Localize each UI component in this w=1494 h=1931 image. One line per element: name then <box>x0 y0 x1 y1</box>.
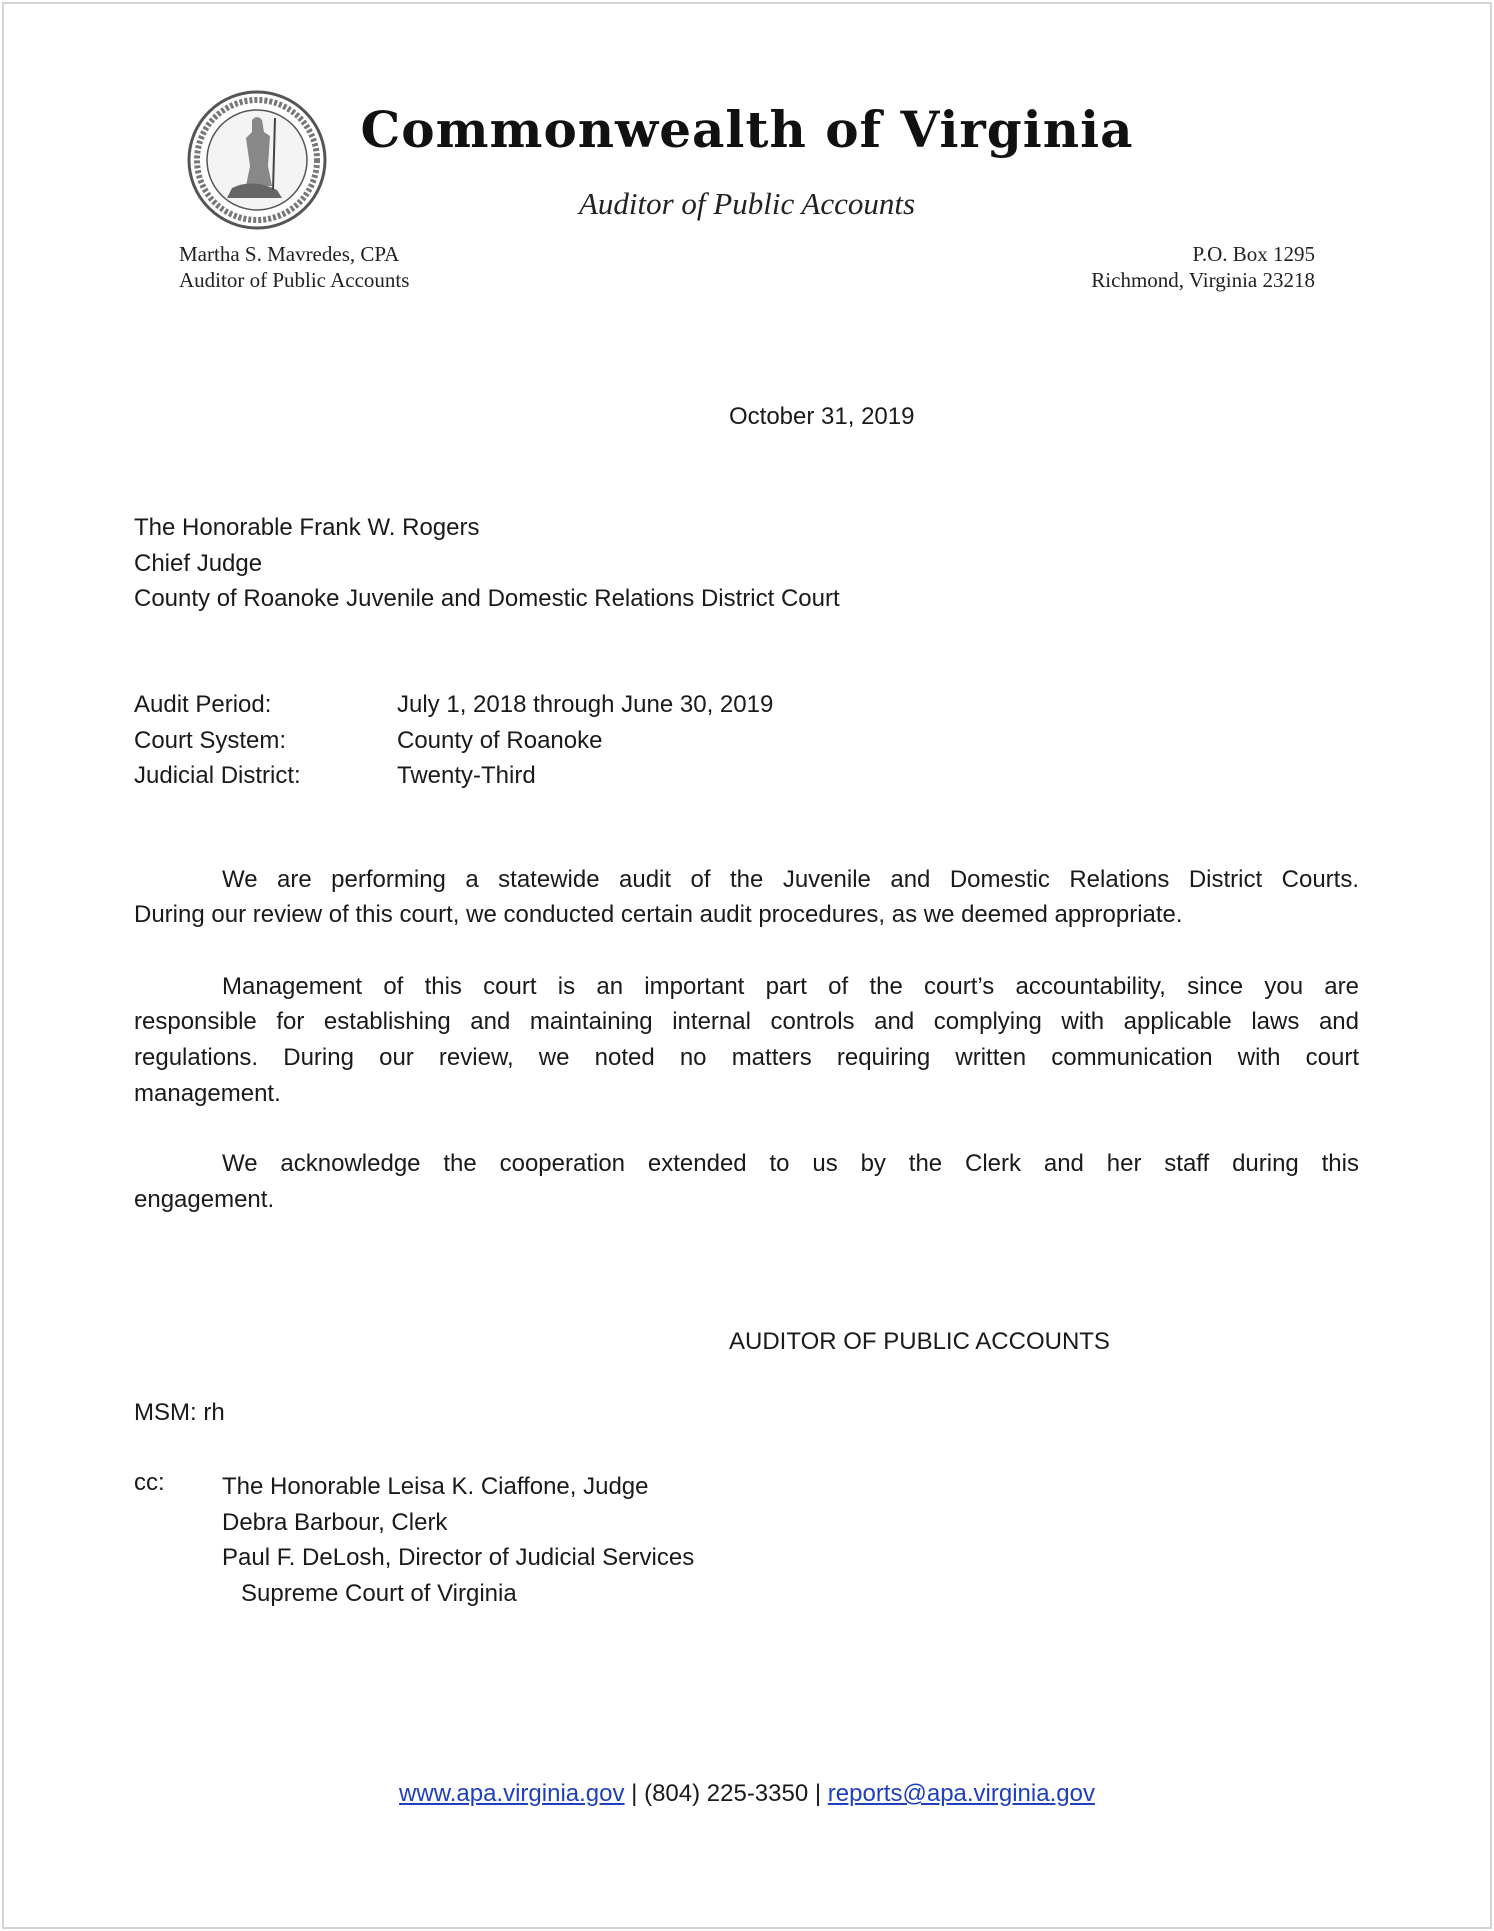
audit-period-label: Audit Period: <box>134 691 272 718</box>
paragraph-2-line: Management of this court is an important part of the court’s accountability, since you are <box>222 973 1359 1000</box>
office-address <box>1091 241 1315 293</box>
addressee-name: The Honorable Frank W. Rogers <box>134 514 480 541</box>
court-system-value: County of Roanoke <box>397 726 603 754</box>
paragraph-1-line: During our review of this court, we conducted certain audit procedures, as we deemed appropriate. <box>134 901 1183 928</box>
phone-number: (804) 225-3350 <box>644 1780 809 1807</box>
cc-item: The Honorable Leisa K. Ciaffone, Judge <box>222 1473 649 1500</box>
footer-separator: | <box>808 1780 828 1807</box>
signature-block: AUDITOR OF PUBLIC ACCOUNTS <box>729 1328 1110 1355</box>
paragraph-3-line: We acknowledge the cooperation extended to us by the Clerk and her staff during this <box>222 1150 1359 1177</box>
audit-info-labels <box>134 687 301 794</box>
city-state-zip: Richmond, Virginia 23218 <box>1091 268 1315 292</box>
court-system-label: Court System: <box>134 726 287 754</box>
judicial-district-label: Judicial District: <box>134 762 301 790</box>
paragraph-2-line: responsible for establishing and maintaining internal controls and complying with applicable laws and <box>134 1008 1359 1035</box>
cc-item: Supreme Court of Virginia <box>241 1580 517 1608</box>
website-link[interactable]: www.apa.virginia.gov <box>399 1780 625 1807</box>
cc-label: cc: <box>134 1469 165 1496</box>
letterhead-subtitle: Auditor of Public Accounts <box>578 186 916 221</box>
letter-date: October 31, 2019 <box>729 403 915 430</box>
email-link[interactable]: reports@apa.virginia.gov <box>827 1780 1095 1807</box>
cc-item: Debra Barbour, Clerk <box>222 1508 448 1536</box>
cc-list <box>222 1469 694 1612</box>
letterhead-title: Commonwealth of Virginia <box>360 100 1134 159</box>
audit-info-values <box>397 687 773 794</box>
paragraph-3-line: engagement. <box>134 1186 275 1213</box>
addressee-title: Chief Judge <box>134 549 263 577</box>
po-box: P.O. Box 1295 <box>1192 242 1315 266</box>
sender-title: Auditor of Public Accounts <box>179 268 410 292</box>
judicial-district-value: Twenty-Third <box>397 762 536 790</box>
paragraph-2-line: regulations. During our review, we noted no matters requiring written communication with court <box>134 1044 1359 1071</box>
addressee-block <box>134 510 840 617</box>
sender-name: Martha S. Mavredes, CPA <box>179 242 400 266</box>
sender-address <box>179 241 409 293</box>
paragraph-1-line: We are performing a statewide audit of the Juvenile and Domestic Relations District Courts. <box>222 866 1359 893</box>
initials: MSM: rh <box>134 1399 225 1426</box>
audit-period-value: July 1, 2018 through June 30, 2019 <box>397 691 774 718</box>
addressee-court: County of Roanoke Juvenile and Domestic Relations District Court <box>134 585 840 613</box>
cc-item: Paul F. DeLosh, Director of Judicial Services <box>222 1544 695 1572</box>
paragraph-2-line: management. <box>134 1080 281 1107</box>
footer <box>0 1780 1494 1808</box>
footer-separator: | <box>624 1780 645 1807</box>
